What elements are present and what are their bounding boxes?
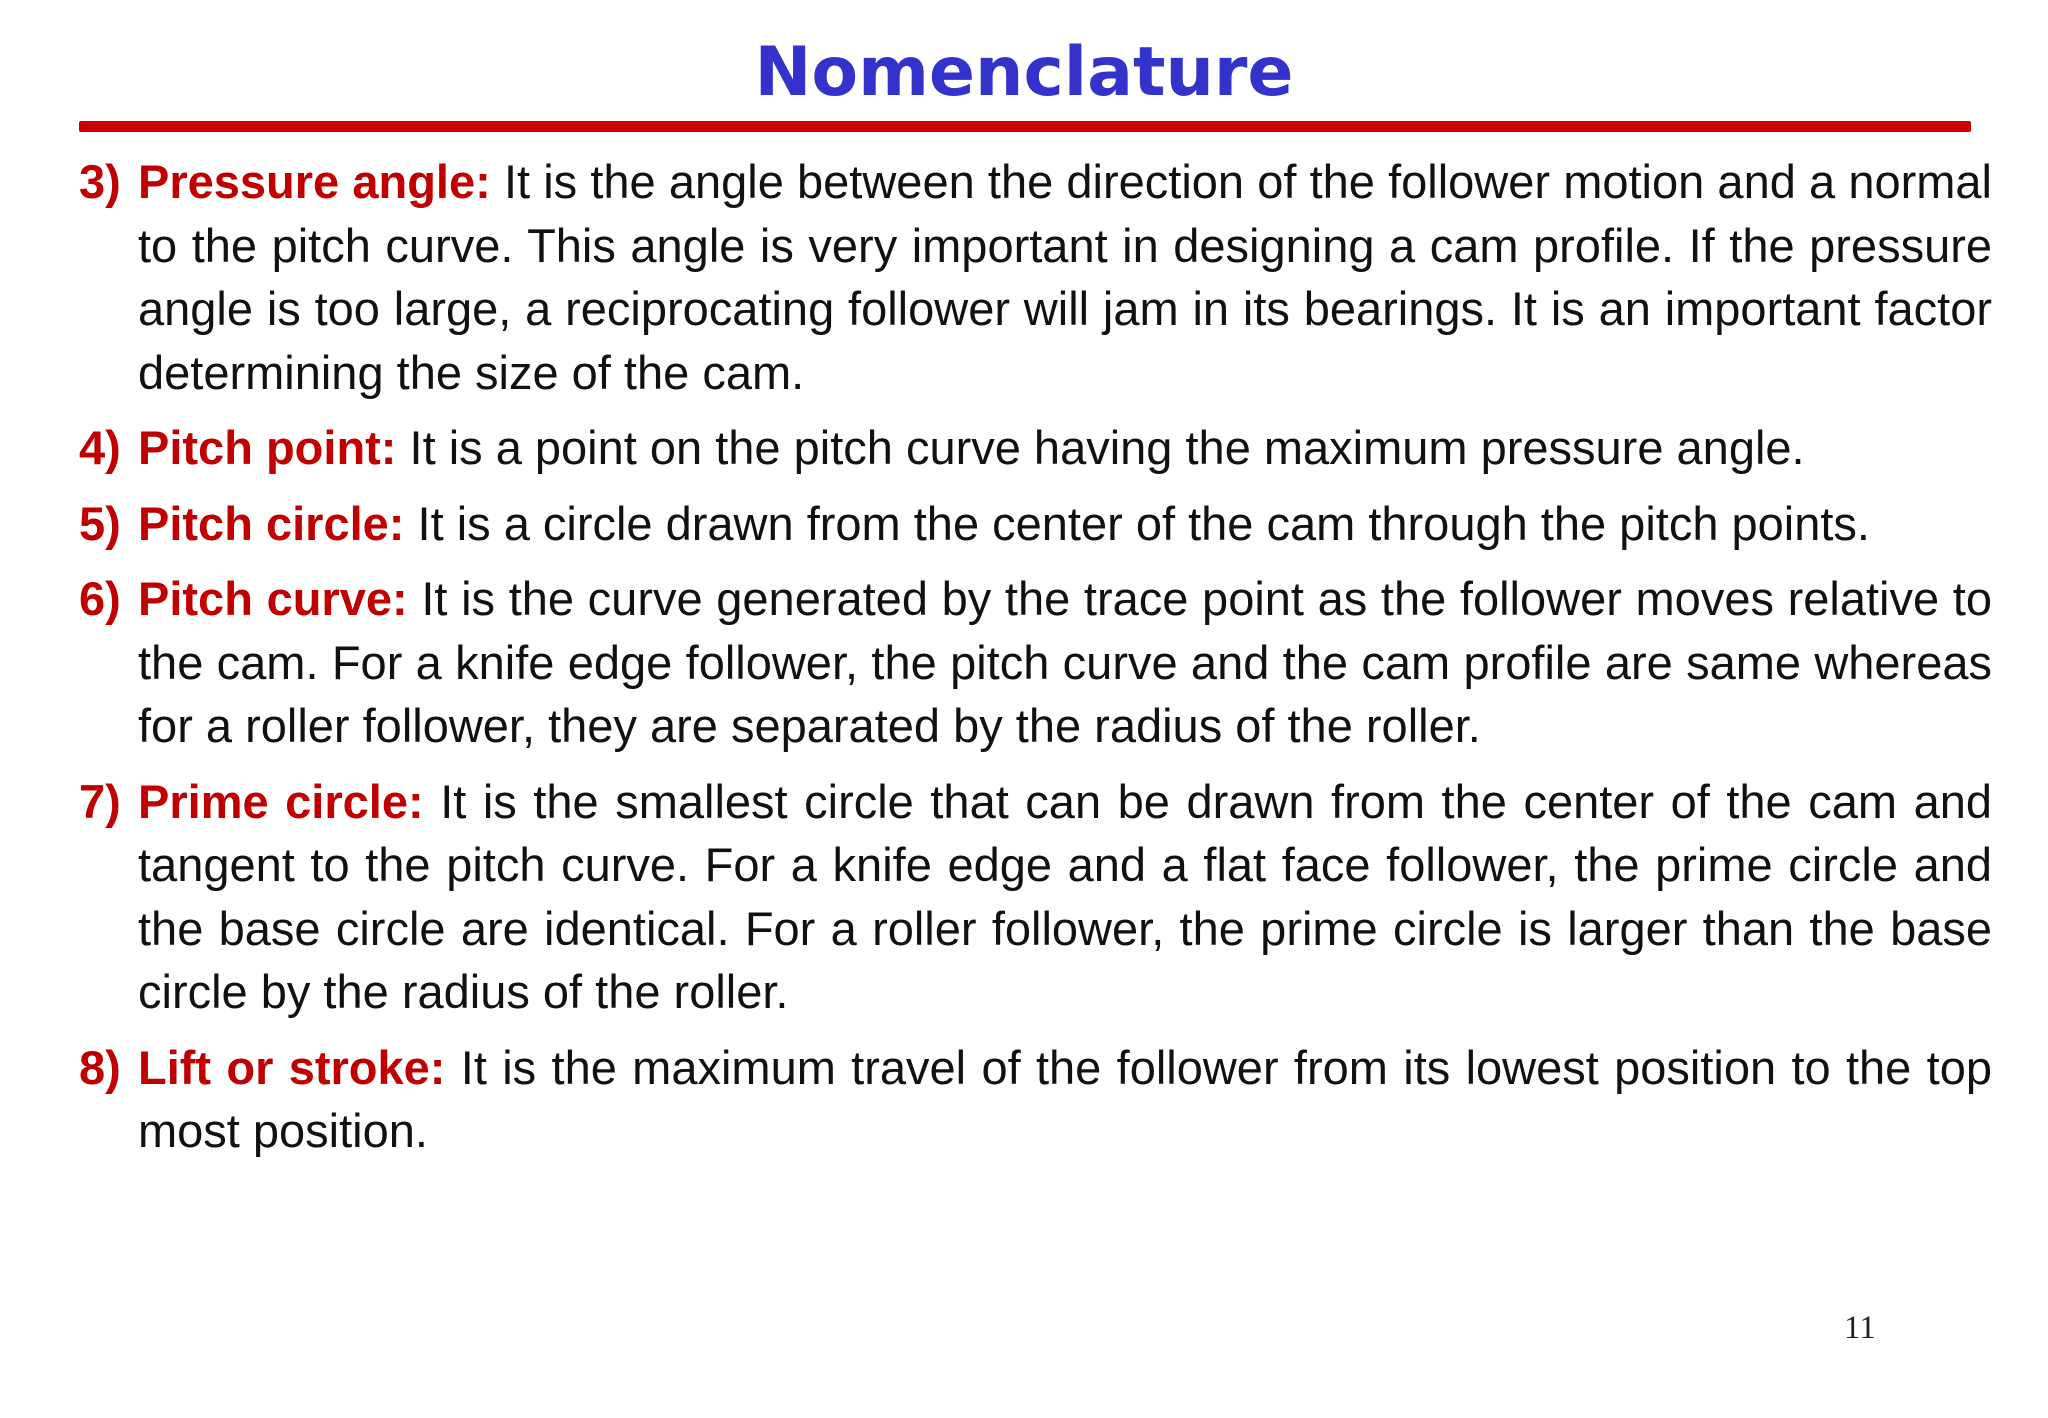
definition-item-pressure-angle (79, 150, 1992, 404)
item-number: 3) (79, 155, 121, 208)
definition-text: It is the angle between the direction of the follower motion and a normal to the pitch curve. This angle is very important in designing a cam profile. If the pressure angle is too large, a reciprocating follower will jam in its bearings. It is an important factor determining the size of the cam. (138, 155, 1992, 399)
item-number: 4) (79, 421, 121, 474)
item-number: 8) (79, 1040, 121, 1094)
definition-list (79, 150, 1992, 1175)
term-label: Lift or stroke: (138, 1040, 446, 1094)
definition-item-pitch-circle (79, 492, 1992, 556)
term-label: Pitch curve: (138, 572, 408, 625)
definition-text: It is the smallest circle that can be drawn from the center of the cam and tangent to the pitch curve. For a knife edge and a flat face follower, the prime circle and the base circle are identical. For a roller follower, the prime circle is larger than the base circle by the radius of the roller. (138, 774, 1992, 1018)
definition-text: It is the maximum travel of the follower from its lowest position to the top most position. (138, 1040, 1992, 1157)
slide-title: Nomenclature (754, 33, 1294, 112)
definition-item-lift-or-stroke (79, 1036, 1992, 1163)
term-label: Prime circle: (138, 774, 424, 828)
definition-text: It is a point on the pitch curve having the maximum pressure angle. (409, 421, 1805, 474)
definition-text: It is the curve generated by the trace point as the follower moves relative to the cam. For a knife edge follower, the pitch curve and the cam profile are same whereas for a roller follower, they are separated by the radius of the roller. (138, 572, 1992, 752)
term-label: Pitch circle: (138, 496, 405, 550)
item-number: 7) (79, 774, 121, 828)
definition-item-pitch-point (79, 416, 1992, 480)
term-label: Pitch point: (138, 421, 397, 474)
definition-text: It is a circle drawn from the center of the cam through the pitch points. (417, 496, 1870, 550)
term-label: Pressure angle: (138, 155, 491, 208)
definition-item-prime-circle (79, 770, 1992, 1024)
item-number: 6) (79, 572, 121, 625)
item-number: 5) (79, 496, 121, 550)
title-divider (79, 121, 1971, 132)
page-number: 11 (1844, 1310, 1876, 1346)
definition-item-pitch-curve (79, 567, 1992, 758)
